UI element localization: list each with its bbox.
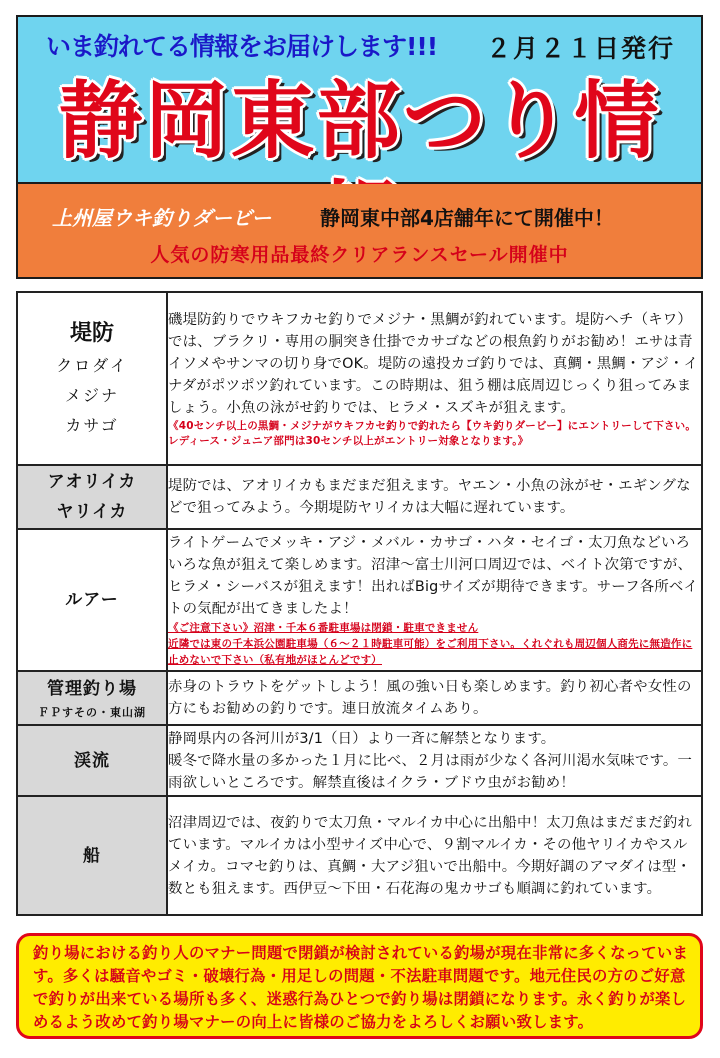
derby-note: 《40センチ以上の黒鯛・メジナがウキフカセ釣りで釣れたら【ウキ釣りダービー】にエントリーして下さい。レディース・ジュニア部門は30センチ以上がエントリー対象となります。》 [168,419,697,447]
category-label: 堤防 [69,320,114,346]
report-row-squid [17,465,702,529]
page-title: 静岡東部つり情 [58,72,661,170]
report-row-boat [17,796,702,915]
report-body: 磯堤防釣りでウキフカセ釣りでメジナ・黒鯛が釣れています。堤防ヘチ（キワ）では、ブラクリ・専用の胴突き仕掛でカサゴなどの根魚釣りがお勧め！エサは青イソメやサンマの切り身でOK。堤防の遠投カゴ釣りでは、真鯛・黒鯛・アジ・イナダがポツポツ釣れています。この時期は、狙う棚は底周辺じっくり狙ってみましょう。小魚の泳がせ釣りでは、ヒラメ・スズキが狙えます。 [168,311,699,416]
manners-notice [16,933,703,1039]
manners-text: 釣り場における釣り人のマナー問題で閉鎖が検討されている釣場が現在非常に多くなっています。多くは騒音やゴミ・破壊行為・用足しの問題・不法駐車問題です。地元住民の方のご好意で釣りが出来ている場所も多く、迷惑行為ひとつで釣り場は閉鎖になります。永く釣りが楽しめるよう改めて釣り場マナーの向上に皆様のご協力をよろしくお願い致します。 [33,944,689,1031]
target-fish: クロダイ [56,355,128,375]
category-breakwater [17,292,167,465]
category-boat [17,796,167,915]
report-text [167,725,702,796]
category-managed [17,671,167,725]
report-body: 暖冬で降水量の多かった１月に比べ、２月は雨が少なく各河川渇水気味です。一雨欲しいところです。解禁直後はイクラ・ブドウ虫がお勧め！ [168,752,693,791]
promo-derby: 上州屋ウキ釣りダービー [52,206,272,230]
parking-advice: 近隣では東の千本浜公園駐車場（６～２１時駐車可能）をご利用下さい。くれぐれも周辺個人商先に無造作に止めないで下さい（私有地がほとんどです） [168,638,693,666]
category-squid [17,465,167,529]
promo-held: 静岡東中部4店舗年にて開催中！ [320,206,614,230]
report-text [167,529,702,671]
category-label: 渓流 [74,750,110,771]
category-label: 管理釣り場 [47,679,137,699]
category-label: 船 [83,845,101,866]
report-row-stream [17,725,702,796]
target-fish: メジナ [64,385,119,405]
category-lure [17,529,167,671]
promo-banner [16,184,703,279]
category-label: ルアー [65,590,119,610]
report-text [167,292,702,465]
category-sub: ＦＰすその・東山湖 [38,706,146,719]
category-label: アオリイカ [47,472,137,492]
parking-caution: 《ご注意下さい》沼津・千本６番駐車場は閉鎖・駐車できません [168,622,479,634]
category-label: ヤリイカ [56,502,128,522]
report-text: 赤身のトラウトをゲットしよう！風の強い日も楽しめます。釣り初心者や女性の方にもお勧めの釣りです。連日放流タイムあり。 [167,671,702,725]
report-text: 堤防では、アオリイカもまだまだ狙えます。ヤエン・小魚の泳がせ・エギングなどで狙ってみよう。今期堤防ヤリイカは大幅に遅れています。 [167,465,702,529]
report-body: ライトゲームでメッキ・アジ・メバル・カサゴ・ハタ・セイゴ・太刀魚などいろいろな魚が狙えて楽しめます。沼津～富士川河口周辺では、ベイト次第ですが、ヒラメ・シーバスが狙えます！出ればBigサイズが期待できます。サーフ各所ベイトの気配が出てきましたよ！ [168,535,699,617]
report-row-lure [17,529,702,671]
report-text: 沼津周辺では、夜釣りで太刀魚・マルイカ中心に出船中！太刀魚はまだまだ釣れています。マルイカは小型サイズ中心で、９割マルイカ・その他ヤリイカやスルメイカ。コマセ釣りは、真鯛・大アジ狙いで出船中。今期好調のアマダイは型・数とも狙えます。西伊豆～下田・石花海の鬼カサゴも順調に釣れています。 [167,796,702,915]
tagline: いま釣れてる情報をお届けします!!! [46,32,438,61]
fishing-report-table [16,291,703,916]
report-row-managed [17,671,702,725]
header-banner [16,15,703,184]
category-stream [17,725,167,796]
report-body: 静岡県内の各河川が3/1（日）より一斉に解禁となります。 [168,730,556,747]
report-row-breakwater [17,292,702,465]
target-fish: カサゴ [65,415,119,435]
issue-date: ２月２１日発行 [485,34,675,63]
promo-sale: 人気の防寒用品最終クリアランスセール開催中 [150,244,569,266]
